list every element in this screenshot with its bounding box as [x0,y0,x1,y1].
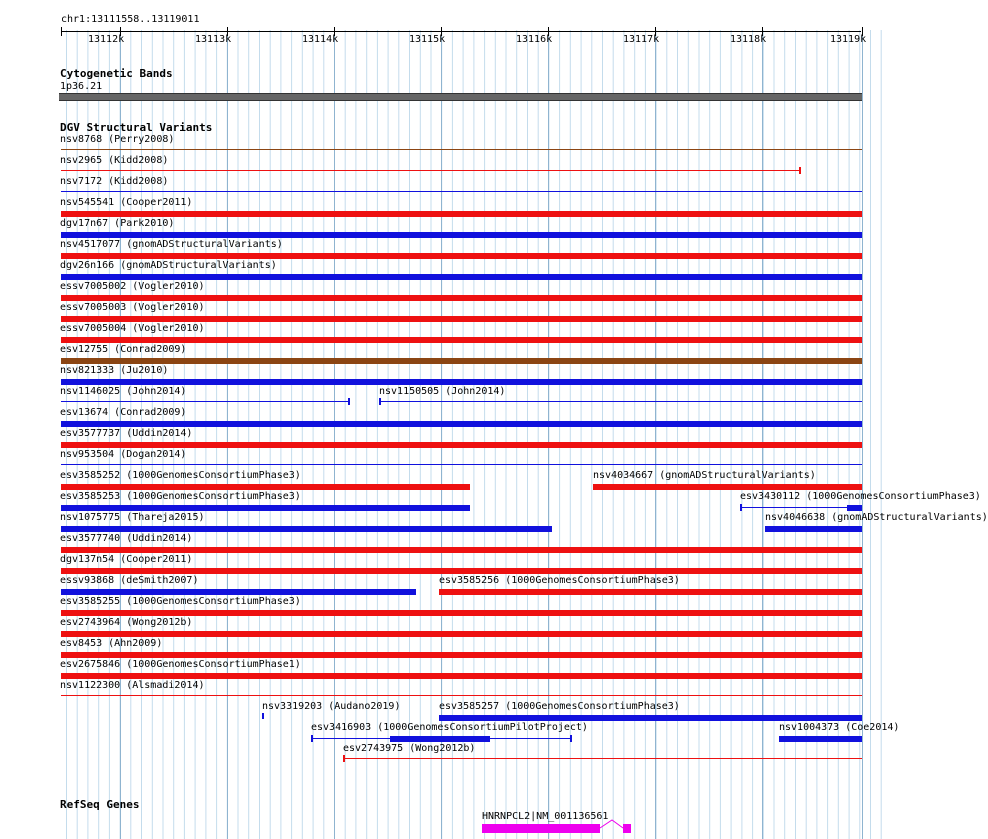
variant-label: esv2675846 (1000GenomesConsortiumPhase1) [60,659,301,670]
variant-bar[interactable] [61,379,862,385]
ruler-tick-label: 13116k [516,34,553,45]
cytoband-bar[interactable] [59,93,862,101]
gene-exon-1[interactable] [482,824,600,833]
variant-label: esv8453 (Ahn2009) [60,638,163,649]
ruler-tick-label: 13119k [830,34,867,45]
variant-bar[interactable] [439,715,862,721]
variant-label: esv3585253 (1000GenomesConsortiumPhase3) [60,491,301,502]
variant-label: dgv26n166 (gnomADStructuralVariants) [60,260,277,271]
variant-label: essv7005003 (Vogler2010) [60,302,205,313]
variant-bar[interactable] [61,464,862,465]
variant-bar[interactable] [262,713,264,719]
variant-label: esv12755 (Conrad2009) [60,344,187,355]
variant-label: essv7005002 (Vogler2010) [60,281,205,292]
variant-label: esv3577740 (Uddin2014) [60,533,193,544]
variant-bar[interactable] [61,358,862,364]
cytoband-track-title: Cytogenetic Bands [60,67,173,80]
gene-intron [600,818,624,832]
variant-bar[interactable] [61,253,862,259]
gene-label: HNRNPCL2|NM_001136561 [482,811,609,822]
variant-bar[interactable] [61,442,862,448]
variant-bar[interactable] [379,401,862,402]
variant-bar[interactable] [593,484,862,490]
variant-label: nsv3319203 (Audano2019) [262,701,401,712]
variant-bar[interactable] [61,568,862,574]
variant-bar[interactable] [61,401,348,402]
variant-core[interactable] [390,736,490,742]
variant-bar[interactable] [740,507,862,508]
variant-label: esv3585257 (1000GenomesConsortiumPhase3) [439,701,680,712]
variant-end-tick [740,504,742,511]
variant-bar[interactable] [61,695,862,696]
variant-label: esv3585255 (1000GenomesConsortiumPhase3) [60,596,301,607]
variant-end-tick [348,398,350,405]
variant-bar[interactable] [61,652,862,658]
variant-bar[interactable] [779,736,862,742]
variant-label: nsv4517077 (gnomADStructuralVariants) [60,239,283,250]
variant-bar[interactable] [61,170,799,171]
variant-label: nsv1150505 (John2014) [379,386,506,397]
variant-end-tick [799,167,801,174]
variant-bar[interactable] [61,526,552,532]
variant-label: esv3430112 (1000GenomesConsortiumPhase3) [740,491,981,502]
variant-end-tick [311,735,313,742]
variant-core[interactable] [847,505,862,511]
ruler-start-tick [61,27,62,36]
variant-bar[interactable] [61,547,862,553]
variant-bar[interactable] [343,758,862,759]
variant-bar[interactable] [765,526,862,532]
variant-bar[interactable] [61,295,862,301]
ruler-tick-label: 13115k [409,34,446,45]
variant-label: dgv17n67 (Park2010) [60,218,175,229]
variant-label: nsv1004373 (Coe2014) [779,722,900,733]
variant-bar[interactable] [61,232,862,238]
variant-end-tick [570,735,572,742]
gene-exon-2[interactable] [623,824,631,833]
ruler-tick-label: 13112k [88,34,125,45]
dgv-track-title: DGV Structural Variants [60,121,213,134]
variant-bar[interactable] [61,610,862,616]
variant-bar[interactable] [61,631,862,637]
variant-label: nsv821333 (Ju2010) [60,365,169,376]
variant-start-tick [379,398,381,405]
ruler-line [61,31,861,32]
variant-label: esv3585252 (1000GenomesConsortiumPhase3) [60,470,301,481]
locus-label: chr1:13111558..13119011 [61,14,200,25]
variant-bar[interactable] [61,274,862,280]
variant-label: nsv1122300 (Alsmadi2014) [60,680,205,691]
ruler-tick-label: 13114k [302,34,339,45]
variant-label: nsv8768 (Perry2008) [60,134,175,145]
ruler-tick-label: 13113k [195,34,232,45]
variant-bar[interactable] [61,316,862,322]
variant-label: esv3416903 (1000GenomesConsortiumPilotProject) [311,722,588,733]
variant-bar[interactable] [61,673,862,679]
variant-label: nsv1146025 (John2014) [60,386,187,397]
variant-label: esv3577737 (Uddin2014) [60,428,193,439]
ruler-tick-label: 13117k [623,34,660,45]
variant-label: esv2743964 (Wong2012b) [60,617,193,628]
variant-bar[interactable] [61,505,470,511]
variant-label: nsv2965 (Kidd2008) [60,155,169,166]
variant-start-tick [343,755,345,762]
variant-bar[interactable] [61,484,470,490]
variant-label: esv3585256 (1000GenomesConsortiumPhase3) [439,575,680,586]
variant-label: nsv4046638 (gnomADStructuralVariants) [765,512,988,523]
variant-bar[interactable] [61,589,416,595]
variant-label: nsv1075775 (Thareja2015) [60,512,205,523]
variant-bar[interactable] [61,149,862,150]
variant-bar[interactable] [61,191,862,192]
variant-label: nsv4034667 (gnomADStructuralVariants) [593,470,816,481]
variant-label: nsv953504 (Dogan2014) [60,449,187,460]
variant-label: nsv545541 (Cooper2011) [60,197,193,208]
variant-label: esv2743975 (Wong2012b) [343,743,476,754]
variant-label: nsv7172 (Kidd2008) [60,176,169,187]
variant-bar[interactable] [439,589,862,595]
refseq-track-title: RefSeq Genes [60,798,140,811]
ruler-tick-label: 13118k [730,34,767,45]
variant-label: essv7005004 (Vogler2010) [60,323,205,334]
variant-label: dgv137n54 (Cooper2011) [60,554,193,565]
variant-label: essv93868 (deSmith2007) [60,575,199,586]
variant-label: esv13674 (Conrad2009) [60,407,187,418]
cytoband-label: 1p36.21 [60,81,103,92]
variant-bar[interactable] [61,211,862,217]
variant-bar[interactable] [61,337,862,343]
variant-bar[interactable] [61,421,862,427]
